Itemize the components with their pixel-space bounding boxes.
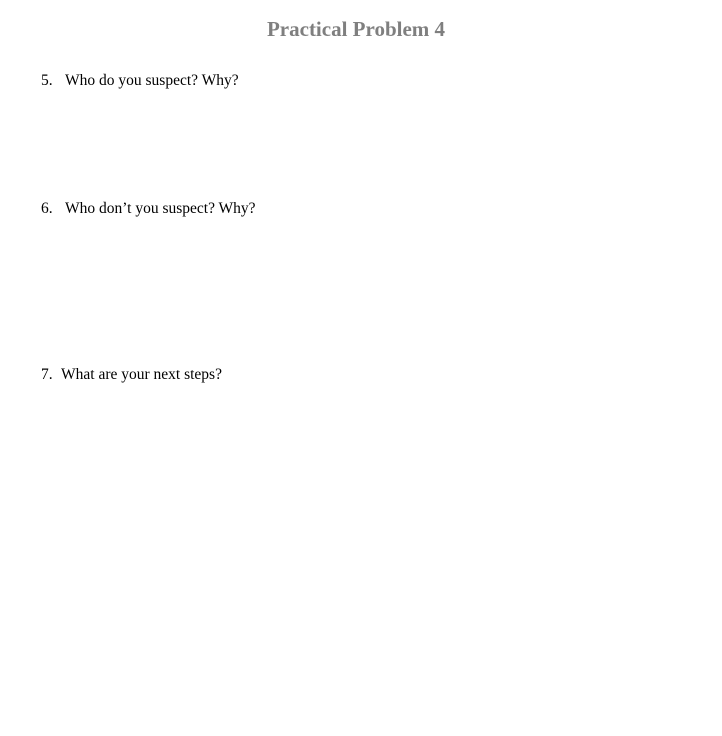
question-number: 7.: [41, 366, 53, 383]
question-text: Who don’t you suspect? Why?: [65, 200, 256, 217]
question-number: 6.: [41, 200, 53, 217]
question-text: Who do you suspect? Why?: [65, 72, 239, 89]
page-title: Practical Problem 4: [266, 17, 446, 41]
question-number: 5.: [41, 72, 53, 89]
question-5: [41, 71, 239, 91]
question-6: [41, 199, 256, 219]
question-text: What are your next steps?: [61, 366, 222, 383]
question-7: [41, 365, 222, 385]
